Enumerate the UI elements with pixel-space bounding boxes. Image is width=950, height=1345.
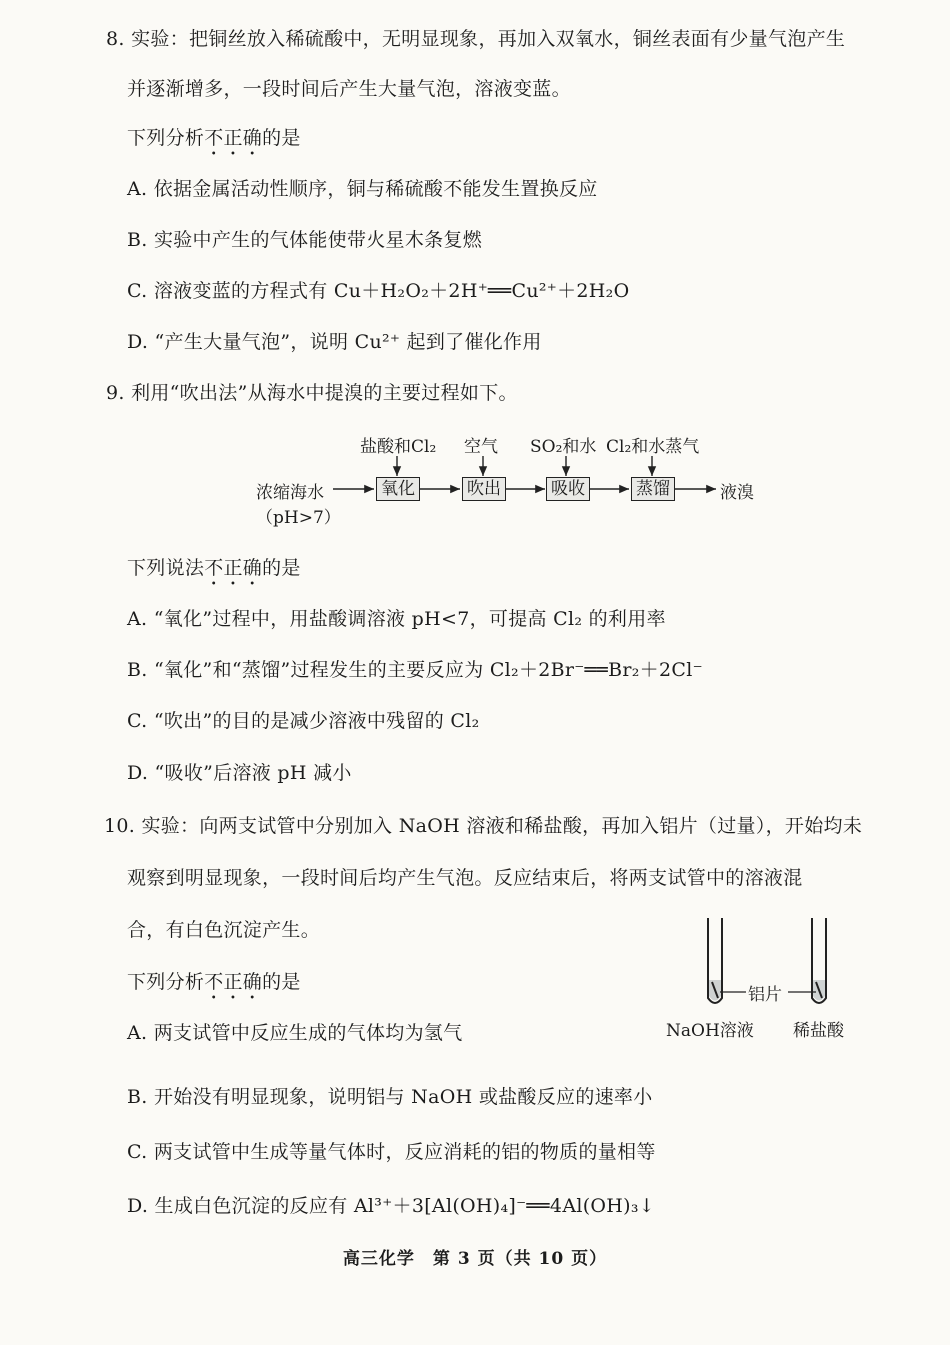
q8-option-c: C. 溶液变蓝的方程式有 Cu＋H₂O₂＋2H⁺══Cu²⁺＋2H₂O bbox=[127, 280, 630, 302]
q8-stem-line1: 8. 实验：把铜丝放入稀硫酸中，无明显现象，再加入双氧水，铜丝表面有少量气泡产生 bbox=[106, 28, 846, 50]
q9-option-a: A. “氧化”过程中，用盐酸调溶液 pH<7，可提高 Cl₂ 的利用率 bbox=[127, 608, 666, 630]
q10-option-d: D. 生成白色沉淀的反应有 Al³⁺＋3[Al(OH)₄]⁻══4Al(OH)₃↓ bbox=[127, 1195, 656, 1217]
flow-start: 浓缩海水 bbox=[256, 483, 324, 503]
q10-prompt-end: 的是 bbox=[262, 971, 301, 993]
flow-input-3: SO₂和水 bbox=[530, 437, 597, 457]
q9-prompt-end: 的是 bbox=[262, 557, 301, 579]
q10-stem-line3: 合，有白色沉淀产生。 bbox=[127, 919, 321, 941]
q9-option-b: B. “氧化”和“蒸馏”过程发生的主要反应为 Cl₂＋2Br⁻══Br₂＋2Cl⁻ bbox=[127, 659, 703, 681]
flow-arrows bbox=[0, 0, 950, 530]
q8-option-d: D. “产生大量气泡”，说明 Cu²⁺ 起到了催化作用 bbox=[127, 331, 542, 353]
flow-input-1: 盐酸和Cl₂ bbox=[360, 437, 437, 457]
q10-stem-line2: 观察到明显现象，一段时间后均产生气泡。反应结束后，将两支试管中的溶液混 bbox=[127, 867, 803, 889]
q10-stem-line1: 10. 实验：向两支试管中分别加入 NaOH 溶液和稀盐酸，再加入铝片（过量），开始均未 bbox=[104, 815, 863, 837]
flow-input-2: 空气 bbox=[464, 437, 498, 457]
q9-option-c: C. “吹出”的目的是减少溶液中残留的 Cl₂ bbox=[127, 710, 480, 732]
page-footer: 高三化学 第 3 页（共 10 页） bbox=[342, 1249, 608, 1269]
q10-prompt-emphasis: 不正确 bbox=[204, 971, 263, 993]
q9-prompt-text: 下列说法 bbox=[127, 557, 205, 579]
flow-step-oxidation: 氧化 bbox=[376, 477, 420, 501]
figure-label-naoh: NaOH溶液 bbox=[666, 1021, 754, 1041]
q8-prompt-emphasis: 不正确 bbox=[204, 127, 263, 149]
flow-input-4: Cl₂和水蒸气 bbox=[606, 437, 700, 457]
flow-start-ph: （pH>7） bbox=[256, 508, 341, 528]
q8-prompt-text: 下列分析 bbox=[127, 127, 205, 149]
figure-label-hcl: 稀盐酸 bbox=[793, 1021, 844, 1041]
figure-label-aluminum: 铝片 bbox=[748, 985, 782, 1005]
q10-option-c: C. 两支试管中生成等量气体时，反应消耗的铝的物质的量相等 bbox=[127, 1141, 656, 1163]
q10-option-b: B. 开始没有明显现象，说明铝与 NaOH 或盐酸反应的速率小 bbox=[127, 1086, 653, 1108]
flow-step-distill: 蒸馏 bbox=[631, 477, 675, 501]
flow-end: 液溴 bbox=[720, 483, 754, 503]
q8-option-b: B. 实验中产生的气体能使带火星木条复燃 bbox=[127, 229, 483, 251]
q9-option-d: D. “吸收”后溶液 pH 减小 bbox=[127, 762, 352, 784]
flow-step-absorb: 吸收 bbox=[546, 477, 590, 501]
q9-prompt bbox=[127, 555, 301, 590]
q10-option-a: A. 两支试管中反应生成的气体均为氢气 bbox=[127, 1022, 463, 1044]
q8-option-a: A. 依据金属活动性顺序，铜与稀硫酸不能发生置换反应 bbox=[127, 178, 598, 200]
q9-stem-line1: 9. 利用“吹出法”从海水中提溴的主要过程如下。 bbox=[106, 382, 518, 404]
flow-step-blowout: 吹出 bbox=[462, 477, 506, 501]
q9-prompt-emphasis: 不正确 bbox=[204, 557, 263, 579]
q10-prompt bbox=[127, 969, 301, 1004]
q8-stem-line2: 并逐渐增多，一段时间后产生大量气泡，溶液变蓝。 bbox=[127, 78, 571, 100]
q10-prompt-text: 下列分析 bbox=[127, 971, 205, 993]
q8-prompt-end: 的是 bbox=[262, 127, 301, 149]
